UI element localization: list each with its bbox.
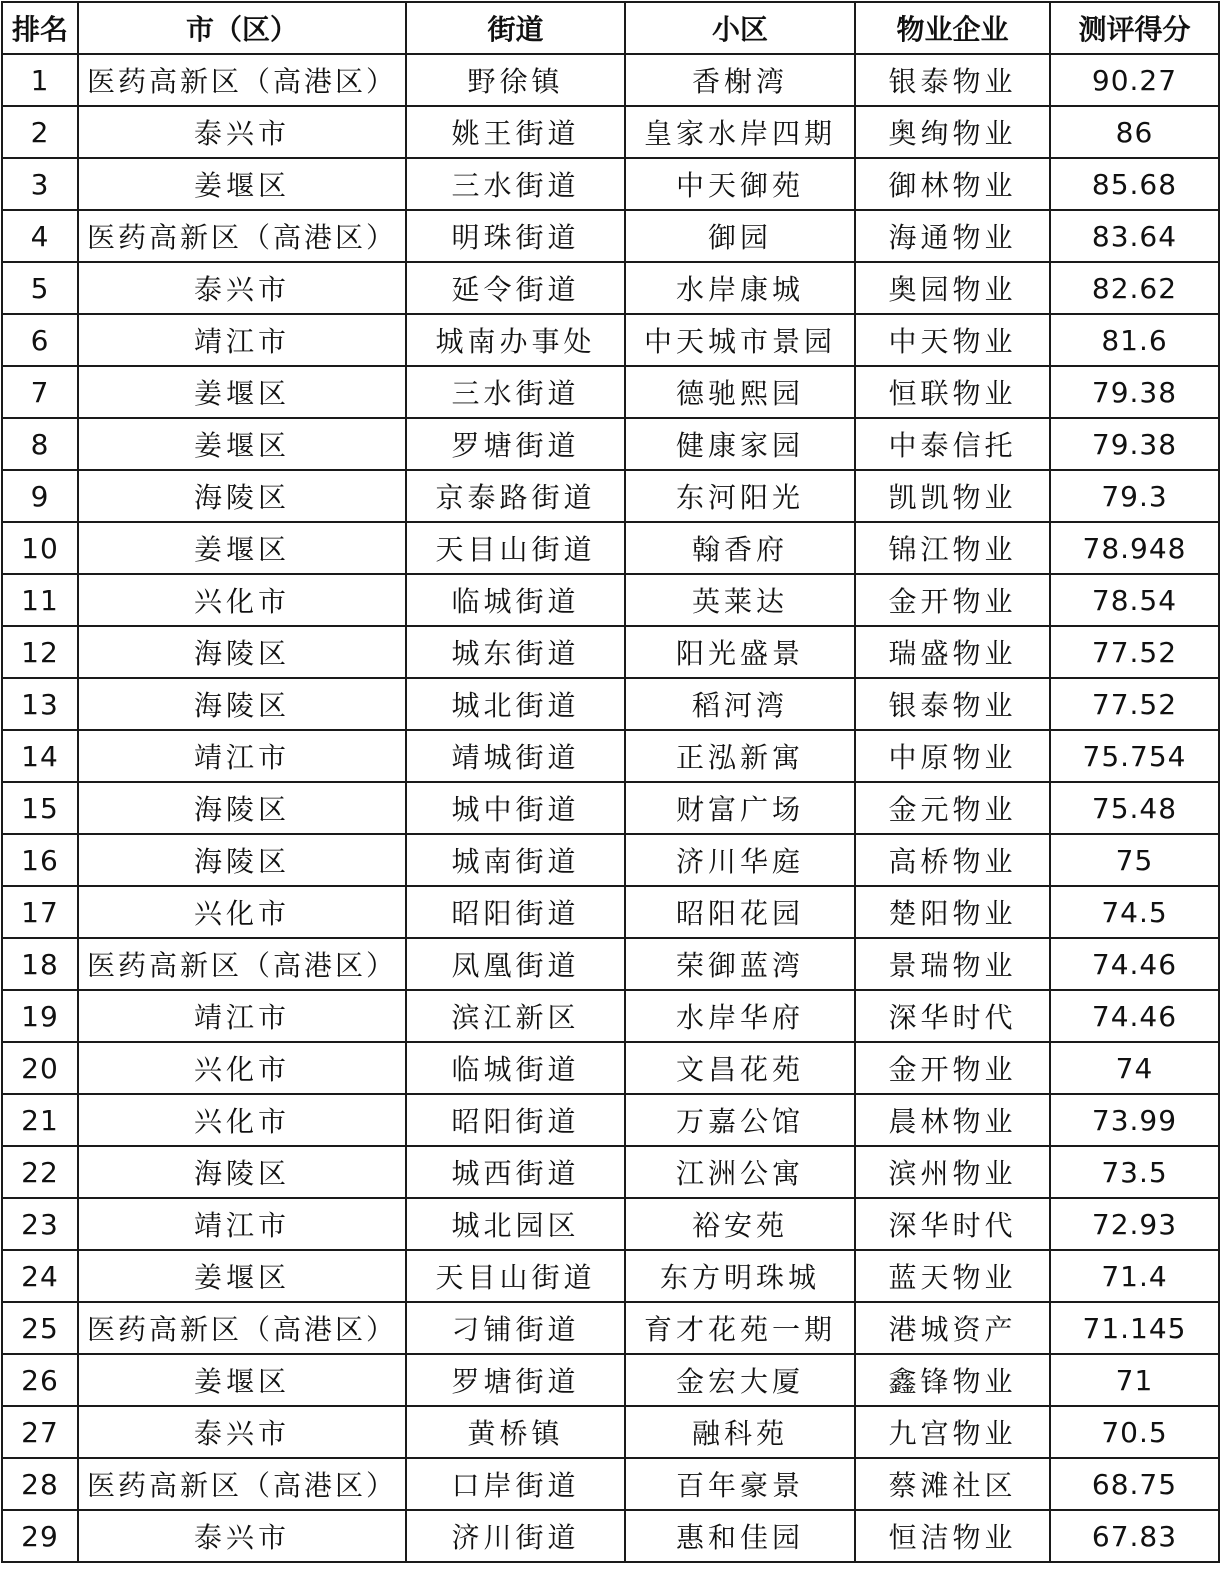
cell-community: 德驰熙园 <box>625 366 855 418</box>
cell-city: 海陵区 <box>78 834 406 886</box>
table-body <box>2 54 1219 1562</box>
cell-city: 兴化市 <box>78 1042 406 1094</box>
cell-property-company: 中泰信托 <box>855 418 1050 470</box>
cell-rank: 12 <box>2 626 78 678</box>
cell-street: 昭阳街道 <box>406 886 625 938</box>
cell-rank: 23 <box>2 1198 78 1250</box>
cell-score: 67.83 <box>1050 1510 1219 1562</box>
table-row <box>2 366 1219 418</box>
cell-score: 78.54 <box>1050 574 1219 626</box>
cell-rank: 7 <box>2 366 78 418</box>
cell-rank: 22 <box>2 1146 78 1198</box>
cell-street: 城北街道 <box>406 678 625 730</box>
cell-street: 城南办事处 <box>406 314 625 366</box>
cell-rank: 20 <box>2 1042 78 1094</box>
cell-rank: 29 <box>2 1510 78 1562</box>
cell-community: 惠和佳园 <box>625 1510 855 1562</box>
cell-score: 73.5 <box>1050 1146 1219 1198</box>
cell-rank: 25 <box>2 1302 78 1354</box>
cell-property-company: 景瑞物业 <box>855 938 1050 990</box>
table-row <box>2 470 1219 522</box>
table-row <box>2 730 1219 782</box>
cell-score: 78.948 <box>1050 522 1219 574</box>
cell-community: 财富广场 <box>625 782 855 834</box>
cell-rank: 26 <box>2 1354 78 1406</box>
cell-property-company: 锦江物业 <box>855 522 1050 574</box>
cell-community: 荣御蓝湾 <box>625 938 855 990</box>
table-row <box>2 1510 1219 1562</box>
header-street: 街道 <box>406 2 625 54</box>
cell-city: 海陵区 <box>78 678 406 730</box>
cell-city: 靖江市 <box>78 990 406 1042</box>
cell-street: 城南街道 <box>406 834 625 886</box>
table-row <box>2 1250 1219 1302</box>
cell-community: 育才花苑一期 <box>625 1302 855 1354</box>
cell-street: 姚王街道 <box>406 106 625 158</box>
table-row <box>2 886 1219 938</box>
table-row <box>2 522 1219 574</box>
cell-street: 明珠街道 <box>406 210 625 262</box>
table-row <box>2 1458 1219 1510</box>
cell-street: 罗塘街道 <box>406 1354 625 1406</box>
cell-community: 百年豪景 <box>625 1458 855 1510</box>
cell-rank: 17 <box>2 886 78 938</box>
cell-city: 兴化市 <box>78 1094 406 1146</box>
cell-city: 海陵区 <box>78 470 406 522</box>
cell-street: 罗塘街道 <box>406 418 625 470</box>
cell-score: 79.38 <box>1050 366 1219 418</box>
cell-city: 姜堰区 <box>78 366 406 418</box>
table-row <box>2 990 1219 1042</box>
cell-community: 文昌花苑 <box>625 1042 855 1094</box>
cell-community: 水岸华府 <box>625 990 855 1042</box>
cell-rank: 14 <box>2 730 78 782</box>
table-row <box>2 626 1219 678</box>
cell-city: 医药高新区（高港区） <box>78 210 406 262</box>
cell-community: 皇家水岸四期 <box>625 106 855 158</box>
cell-community: 江洲公寓 <box>625 1146 855 1198</box>
cell-score: 74.5 <box>1050 886 1219 938</box>
cell-community: 中天城市景园 <box>625 314 855 366</box>
cell-community: 东河阳光 <box>625 470 855 522</box>
table-row <box>2 938 1219 990</box>
cell-score: 68.75 <box>1050 1458 1219 1510</box>
cell-street: 三水街道 <box>406 158 625 210</box>
cell-rank: 1 <box>2 54 78 106</box>
cell-city: 兴化市 <box>78 574 406 626</box>
cell-score: 71 <box>1050 1354 1219 1406</box>
cell-property-company: 奥园物业 <box>855 262 1050 314</box>
cell-rank: 2 <box>2 106 78 158</box>
cell-score: 79.38 <box>1050 418 1219 470</box>
cell-community: 英莱达 <box>625 574 855 626</box>
cell-street: 城西街道 <box>406 1146 625 1198</box>
cell-city: 泰兴市 <box>78 106 406 158</box>
cell-street: 天目山街道 <box>406 1250 625 1302</box>
cell-city: 医药高新区（高港区） <box>78 938 406 990</box>
cell-street: 临城街道 <box>406 574 625 626</box>
cell-rank: 28 <box>2 1458 78 1510</box>
cell-score: 85.68 <box>1050 158 1219 210</box>
cell-property-company: 蓝天物业 <box>855 1250 1050 1302</box>
cell-city: 医药高新区（高港区） <box>78 1458 406 1510</box>
cell-street: 野徐镇 <box>406 54 625 106</box>
cell-community: 济川华庭 <box>625 834 855 886</box>
table-row <box>2 106 1219 158</box>
cell-rank: 13 <box>2 678 78 730</box>
cell-property-company: 蔡滩社区 <box>855 1458 1050 1510</box>
cell-rank: 24 <box>2 1250 78 1302</box>
cell-city: 靖江市 <box>78 314 406 366</box>
cell-community: 裕安苑 <box>625 1198 855 1250</box>
cell-property-company: 深华时代 <box>855 1198 1050 1250</box>
cell-property-company: 九宫物业 <box>855 1406 1050 1458</box>
table-row <box>2 678 1219 730</box>
cell-property-company: 港城资产 <box>855 1302 1050 1354</box>
cell-street: 临城街道 <box>406 1042 625 1094</box>
cell-rank: 15 <box>2 782 78 834</box>
cell-rank: 16 <box>2 834 78 886</box>
cell-score: 72.93 <box>1050 1198 1219 1250</box>
table-row <box>2 1354 1219 1406</box>
cell-property-company: 恒联物业 <box>855 366 1050 418</box>
cell-community: 香榭湾 <box>625 54 855 106</box>
cell-property-company: 恒洁物业 <box>855 1510 1050 1562</box>
header-city: 市（区） <box>78 2 406 54</box>
cell-city: 海陵区 <box>78 1146 406 1198</box>
cell-property-company: 高桥物业 <box>855 834 1050 886</box>
cell-score: 77.52 <box>1050 626 1219 678</box>
header-rank: 排名 <box>2 2 78 54</box>
cell-property-company: 奥绚物业 <box>855 106 1050 158</box>
cell-score: 81.6 <box>1050 314 1219 366</box>
cell-score: 86 <box>1050 106 1219 158</box>
table-row <box>2 158 1219 210</box>
cell-street: 靖城街道 <box>406 730 625 782</box>
cell-rank: 5 <box>2 262 78 314</box>
cell-score: 77.52 <box>1050 678 1219 730</box>
cell-score: 82.62 <box>1050 262 1219 314</box>
cell-community: 正泓新寓 <box>625 730 855 782</box>
cell-score: 79.3 <box>1050 470 1219 522</box>
table-row <box>2 1094 1219 1146</box>
cell-street: 济川街道 <box>406 1510 625 1562</box>
cell-rank: 27 <box>2 1406 78 1458</box>
cell-score: 70.5 <box>1050 1406 1219 1458</box>
table-row <box>2 1302 1219 1354</box>
cell-community: 昭阳花园 <box>625 886 855 938</box>
cell-community: 健康家园 <box>625 418 855 470</box>
cell-score: 83.64 <box>1050 210 1219 262</box>
table-row <box>2 418 1219 470</box>
cell-property-company: 中原物业 <box>855 730 1050 782</box>
cell-city: 泰兴市 <box>78 1406 406 1458</box>
cell-city: 靖江市 <box>78 1198 406 1250</box>
cell-community: 稻河湾 <box>625 678 855 730</box>
cell-property-company: 鑫锋物业 <box>855 1354 1050 1406</box>
cell-property-company: 凯凯物业 <box>855 470 1050 522</box>
cell-rank: 19 <box>2 990 78 1042</box>
cell-city: 姜堰区 <box>78 1250 406 1302</box>
cell-city: 海陵区 <box>78 782 406 834</box>
cell-property-company: 瑞盛物业 <box>855 626 1050 678</box>
cell-score: 74 <box>1050 1042 1219 1094</box>
cell-community: 东方明珠城 <box>625 1250 855 1302</box>
cell-city: 姜堰区 <box>78 418 406 470</box>
cell-street: 昭阳街道 <box>406 1094 625 1146</box>
cell-city: 泰兴市 <box>78 1510 406 1562</box>
table-row <box>2 1146 1219 1198</box>
table-row <box>2 262 1219 314</box>
cell-community: 御园 <box>625 210 855 262</box>
cell-street: 延令街道 <box>406 262 625 314</box>
header-row <box>2 2 1219 54</box>
cell-property-company: 晨林物业 <box>855 1094 1050 1146</box>
cell-property-company: 银泰物业 <box>855 54 1050 106</box>
cell-score: 75.754 <box>1050 730 1219 782</box>
cell-city: 泰兴市 <box>78 262 406 314</box>
cell-property-company: 御林物业 <box>855 158 1050 210</box>
cell-street: 京泰路街道 <box>406 470 625 522</box>
cell-score: 75 <box>1050 834 1219 886</box>
table-row <box>2 834 1219 886</box>
table-row <box>2 1406 1219 1458</box>
cell-rank: 9 <box>2 470 78 522</box>
cell-property-company: 深华时代 <box>855 990 1050 1042</box>
cell-street: 三水街道 <box>406 366 625 418</box>
cell-street: 刁铺街道 <box>406 1302 625 1354</box>
cell-city: 姜堰区 <box>78 1354 406 1406</box>
cell-community: 翰香府 <box>625 522 855 574</box>
cell-street: 黄桥镇 <box>406 1406 625 1458</box>
cell-rank: 6 <box>2 314 78 366</box>
cell-property-company: 中天物业 <box>855 314 1050 366</box>
table-row <box>2 574 1219 626</box>
cell-community: 金宏大厦 <box>625 1354 855 1406</box>
cell-city: 兴化市 <box>78 886 406 938</box>
ranking-table <box>1 1 1220 1563</box>
cell-city: 姜堰区 <box>78 158 406 210</box>
cell-score: 71.4 <box>1050 1250 1219 1302</box>
cell-score: 74.46 <box>1050 990 1219 1042</box>
cell-community: 水岸康城 <box>625 262 855 314</box>
cell-rank: 3 <box>2 158 78 210</box>
cell-street: 城中街道 <box>406 782 625 834</box>
cell-rank: 18 <box>2 938 78 990</box>
table-row <box>2 1198 1219 1250</box>
cell-community: 万嘉公馆 <box>625 1094 855 1146</box>
cell-community: 中天御苑 <box>625 158 855 210</box>
cell-property-company: 滨州物业 <box>855 1146 1050 1198</box>
table-row <box>2 210 1219 262</box>
cell-rank: 8 <box>2 418 78 470</box>
cell-property-company: 楚阳物业 <box>855 886 1050 938</box>
cell-rank: 10 <box>2 522 78 574</box>
cell-city: 医药高新区（高港区） <box>78 1302 406 1354</box>
cell-score: 75.48 <box>1050 782 1219 834</box>
cell-property-company: 海通物业 <box>855 210 1050 262</box>
cell-property-company: 银泰物业 <box>855 678 1050 730</box>
cell-property-company: 金开物业 <box>855 574 1050 626</box>
table-row <box>2 54 1219 106</box>
cell-street: 口岸街道 <box>406 1458 625 1510</box>
table-row <box>2 314 1219 366</box>
cell-street: 滨江新区 <box>406 990 625 1042</box>
cell-property-company: 金开物业 <box>855 1042 1050 1094</box>
cell-property-company: 金元物业 <box>855 782 1050 834</box>
cell-street: 城东街道 <box>406 626 625 678</box>
table-header <box>2 2 1219 54</box>
cell-score: 73.99 <box>1050 1094 1219 1146</box>
cell-score: 74.46 <box>1050 938 1219 990</box>
cell-community: 融科苑 <box>625 1406 855 1458</box>
cell-community: 阳光盛景 <box>625 626 855 678</box>
cell-street: 凤凰街道 <box>406 938 625 990</box>
cell-street: 城北园区 <box>406 1198 625 1250</box>
cell-city: 姜堰区 <box>78 522 406 574</box>
cell-rank: 21 <box>2 1094 78 1146</box>
cell-score: 90.27 <box>1050 54 1219 106</box>
cell-city: 靖江市 <box>78 730 406 782</box>
table-row <box>2 782 1219 834</box>
header-score: 测评得分 <box>1050 2 1219 54</box>
table-row <box>2 1042 1219 1094</box>
cell-rank: 4 <box>2 210 78 262</box>
cell-rank: 11 <box>2 574 78 626</box>
cell-city: 医药高新区（高港区） <box>78 54 406 106</box>
cell-city: 海陵区 <box>78 626 406 678</box>
header-community: 小区 <box>625 2 855 54</box>
header-property-company: 物业企业 <box>855 2 1050 54</box>
cell-street: 天目山街道 <box>406 522 625 574</box>
cell-score: 71.145 <box>1050 1302 1219 1354</box>
